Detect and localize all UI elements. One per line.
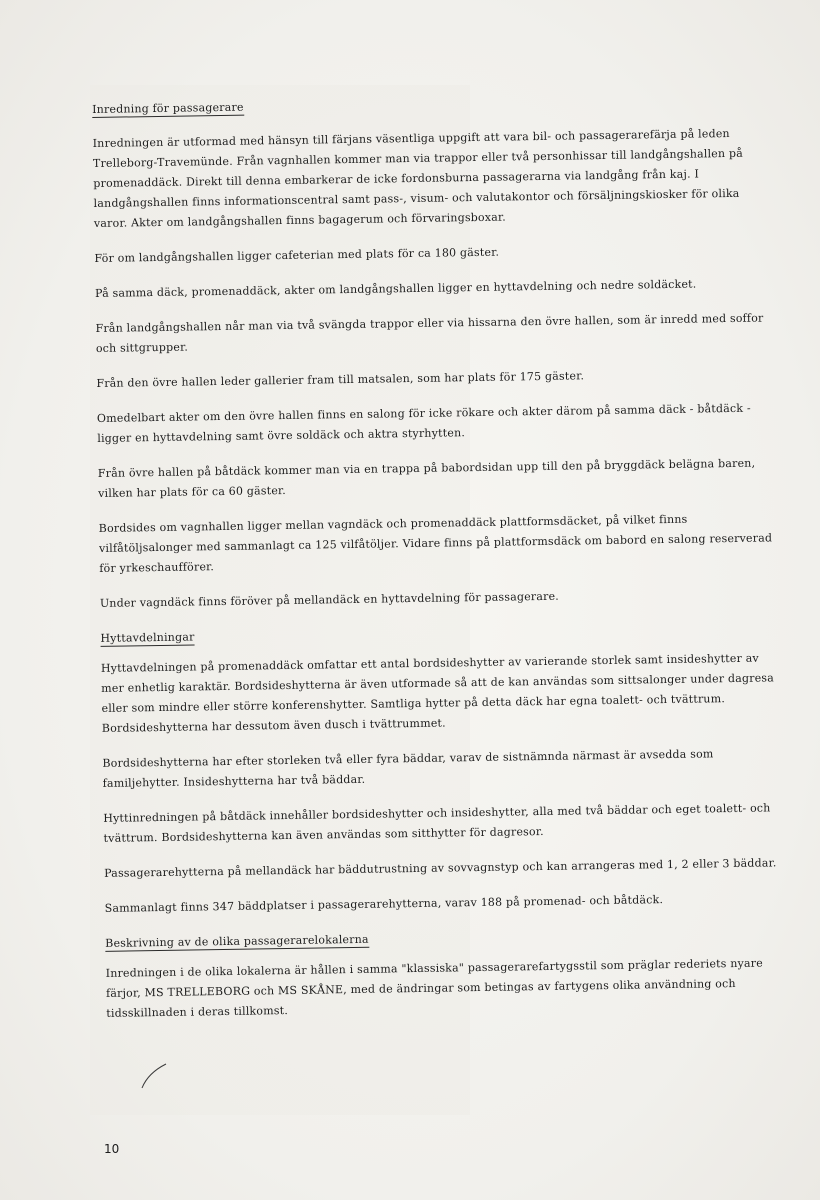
paragraph: Från den övre hallen leder gallerier fram till matsalen, som har plats för 175 gäster.	[96, 369, 585, 390]
paragraph: Sammanlagt finns 347 bäddplatser i passagerarehytterna, varav 188 på promenad- och båtdäck.	[104, 893, 664, 915]
paragraph: Bordsides om vagnhallen ligger mellan vagndäck och promenaddäck plattformsdäcket, på vilket finns vilfåtöljsalonger med sammanlagt ca 125 vilfåtöljer. Vidare finns på plattformsdäck om babord en salong reserverad för yrkeschaufförer.	[98, 512, 773, 575]
paragraph: Inredningen är utformad med hänsyn till färjans väsentliga uppgift att vara bil- och passagerarefärja på leden Trelleborg-Travemünde. Från vagnhallen kommer man via trappor eller två personhissar till landgångshallen på promenaddäck. Direkt till denna embarkerar de icke fordonsburna passagerarna via landgång från kaj. I landgångshallen finns informationscentral samt pass-, visum- och valutakontor och försäljningskiosker för olika varor. Akter om landgångshallen finns bagagerum och förvaringsboxar.	[92, 126, 744, 230]
document-body	[92, 89, 787, 1039]
section-heading-cabins: Hyttavdelningar	[100, 630, 195, 645]
paragraph: Bordsideshytterna har efter storleken två eller fyra bäddar, varav de sistnämnda närmast är avsedda som familjehytter. Insideshytterna har två bäddar.	[102, 747, 714, 790]
paragraph: Omedelbart akter om den övre hallen finns en salong för icke rökare och akter därom på samma däck - båtdäck - ligger en hyttavdelning samt övre soldäck och aktra styrhytten.	[96, 401, 751, 445]
paragraph: Från landgångshallen når man via två svängda trappor eller via hissarna den övre hallen, som är inredd med soffor och sittgrupper.	[95, 311, 764, 355]
paragraph: På samma däck, promenaddäck, akter om landgångshallen ligger en hyttavdelning och nedre soldäcket.	[94, 277, 697, 300]
paragraph: Hyttinredningen på båtdäck innehåller bordsideshytter och insideshytter, alla med två bäddar och eget toalett- och tvättrum. Bordsideshytterna kan även användas som sitthytter för dagresor.	[103, 801, 771, 845]
paragraph: Från övre hallen på båtdäck kommer man via en trappa på babordsidan upp till den på bryggdäck belägna baren, vilken har plats för ca 60 gäster.	[97, 456, 756, 500]
paragraph: För om landgångshallen ligger cafeterian med plats för ca 180 gäster.	[94, 245, 500, 265]
page-number: 10	[104, 1142, 120, 1156]
paragraph: Under vagndäck finns föröver på mellandäck en hyttavdelning för passagerare.	[99, 589, 560, 610]
paragraph: Hyttavdelningen på promenaddäck omfattar ett antal bordsideshytter av varierande storlek samt insideshytter av mer enhetlig karaktär. Bordsideshytterna är även utformade så att de kan användas som sittsalonger under dagresa eller som mindre eller större konferenshytter. Samtliga hytter på detta däck har egna toalett- och tvättrum. Bordsideshytterna har dessutom även dusch i tvättrummet.	[100, 651, 775, 735]
paragraph: Inredningen i de olika lokalerna är hållen i samma "klassiska" passagerarefartygsstil som präglar rederiets nyare färjor, MS TRELLEBORG och MS SKÅNE, med de ändringar som betingas av fartygens olika användning och tidsskillnaden i deras tillkomst.	[105, 956, 763, 1020]
pen-stroke-mark	[140, 1062, 170, 1090]
section-heading-passenger-interior: Inredning för passagerare	[92, 100, 244, 116]
section-heading-passenger-rooms: Beskrivning av de olika passagerarelokalerna	[105, 932, 369, 950]
paragraph: Passagerarehytterna på mellandäck har bäddutrustning av sovvagnstyp och kan arrangeras med 1, 2 eller 3 bäddar.	[104, 856, 777, 880]
